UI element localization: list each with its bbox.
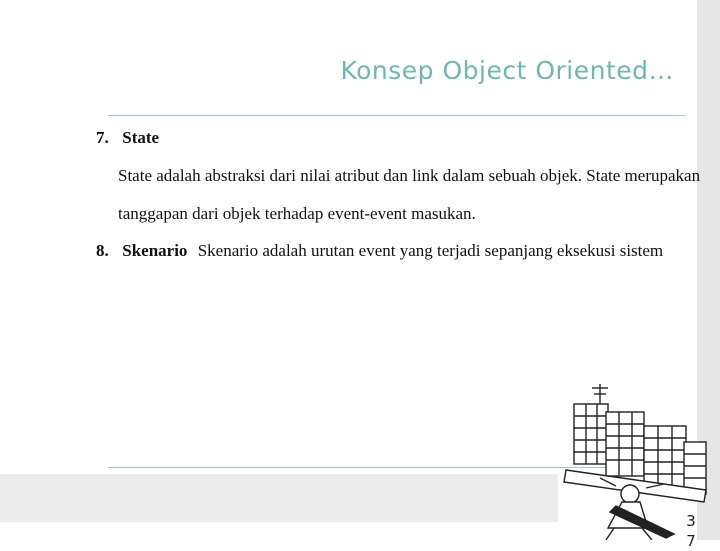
item-7-text-line-1: State adalah abstraksi dari nilai atribut dan link dalam sebuah objek. State merupakan — [118, 166, 701, 185]
item-8-heading — [96, 241, 663, 261]
item-7-text-line-2: tanggapan dari objek terhadap event-event masukan. — [118, 204, 476, 223]
page-number: 3 7 — [686, 512, 696, 550]
item-number: 7. — [96, 128, 109, 147]
top-divider — [108, 115, 686, 116]
item-number: 8. — [96, 241, 109, 260]
item-term: Skenario — [122, 241, 188, 260]
footer-bar — [0, 474, 558, 522]
item-7-heading — [96, 128, 159, 148]
slide-title: Konsep Object Oriented… — [340, 56, 674, 85]
item-text: Skenario adalah urutan event yang terjadi sepanjang eksekusi sistem — [197, 241, 664, 260]
item-term: State — [122, 128, 160, 147]
